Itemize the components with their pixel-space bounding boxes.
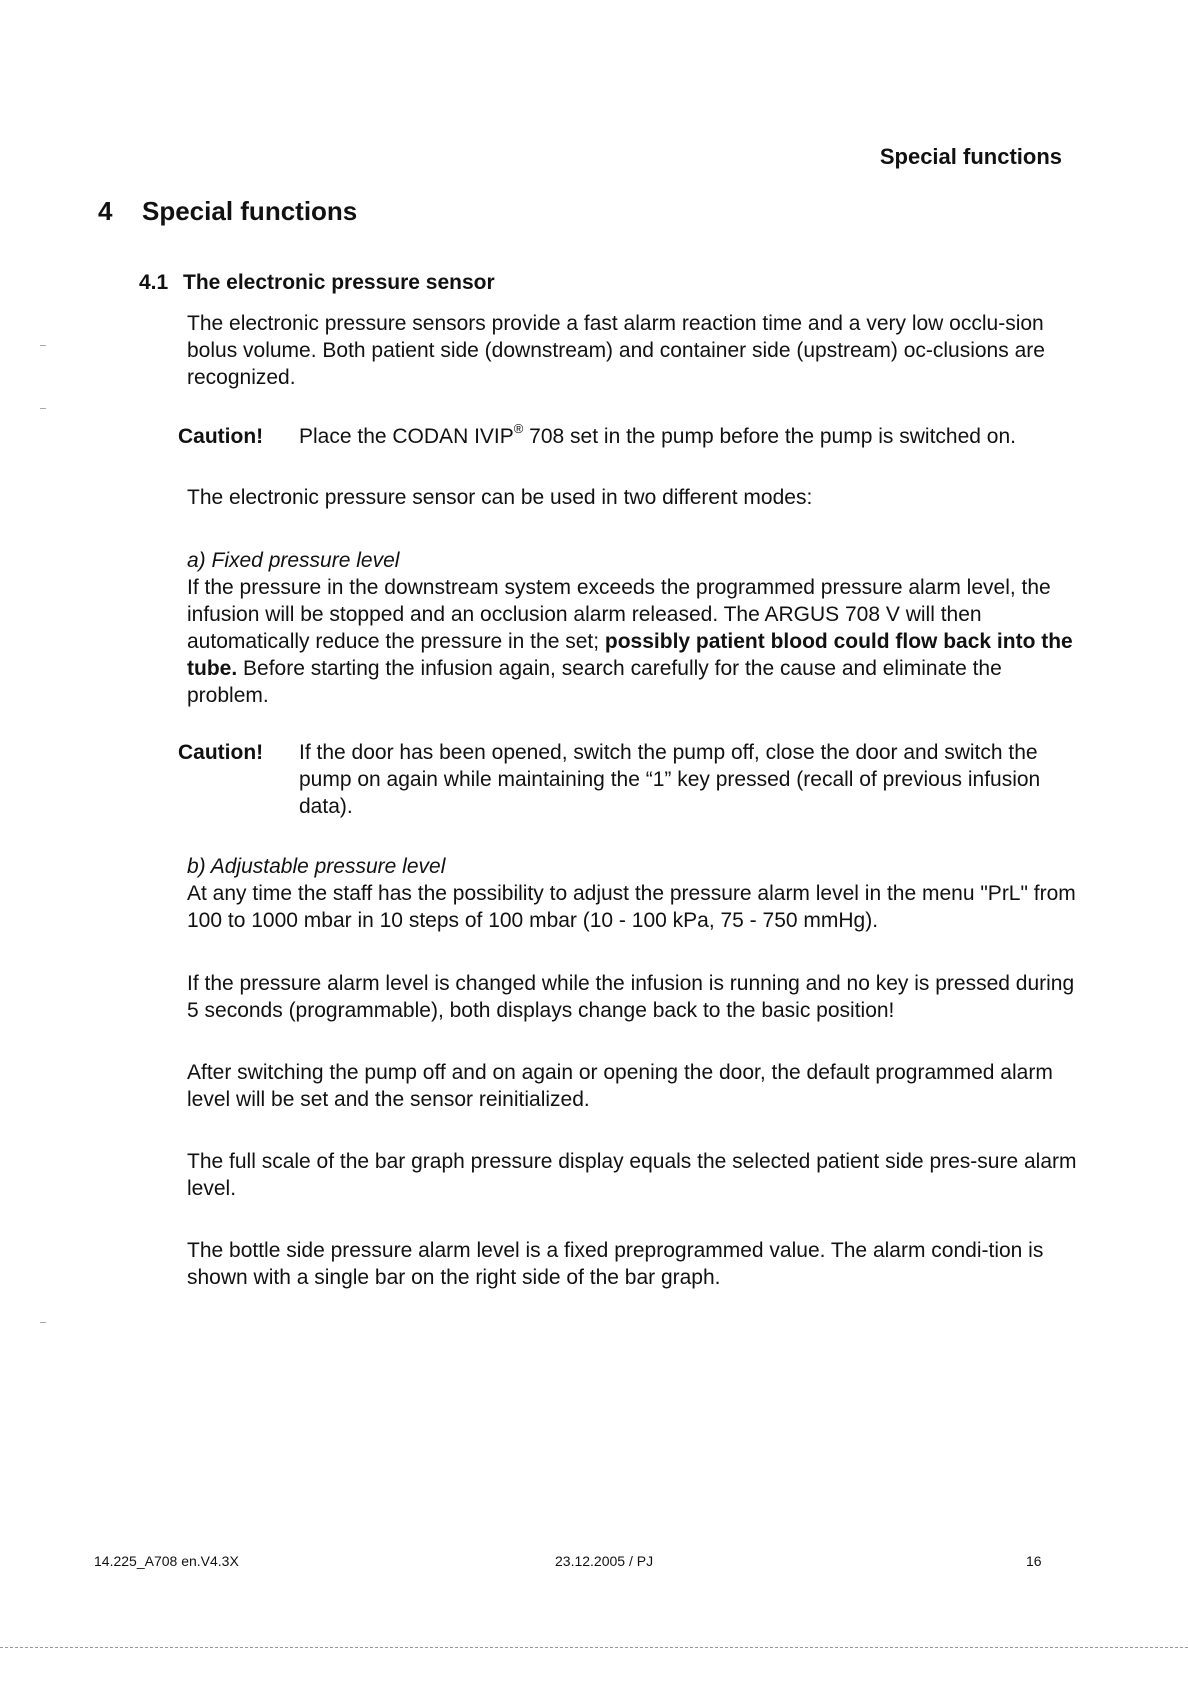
blood-warning: possibly patient blood could flow back into the tube. <box>187 630 1073 680</box>
section-title: The electronic pressure sensor <box>183 271 495 294</box>
scan-edge-line <box>0 1647 1188 1648</box>
intro-paragraph: The electronic pressure sensors provide a fast alarm reaction time and a very low occlu-sion bolus volume. Both patient side (downstream) and container side (upstream) oc-clusions are recognized. <box>187 312 1045 389</box>
reset-paragraph: After switching the pump off and on again or opening the door, the default programmed alarm level will be set and the sensor reinitialized. <box>187 1061 1053 1111</box>
caution-label: Caution! <box>178 425 264 448</box>
page-number: 16 <box>1026 1553 1042 1569</box>
caution-text: Place the CODAN IVIP® 708 set in the pump before the pump is switched on. <box>299 421 1016 448</box>
caution-note-door <box>178 739 1098 820</box>
chapter-heading <box>98 196 357 227</box>
mode-a-title: a) Fixed pressure level <box>187 549 400 572</box>
alarm-change-paragraph: If the pressure alarm level is changed while the infusion is running and no key is pressed during 5 seconds (programmable), both displays change back to the basic position! <box>187 972 1075 1022</box>
chapter-title: Special functions <box>142 196 358 226</box>
section-number: 4.1 <box>139 271 169 294</box>
margin-mark <box>40 345 46 346</box>
section-heading <box>139 271 495 295</box>
mode-a-paragraph: If the pressure in the downstream system exceeds the programmed pressure alarm level, the infusion will be stopped and an occlusion alarm released. The ARGUS 708 V will then automatically reduce the pressure in the set; possibly patient blood could flow back into the tube. Before starting the infusion again, search carefully for the cause and eliminate the problem. <box>187 576 1073 707</box>
chapter-number: 4 <box>98 196 113 226</box>
mode-b-paragraph: At any time the staff has the possibility to adjust the pressure alarm level in the menu "PrL" from 100 to 1000 mbar in 10 steps of 100 mbar (10 - 100 kPa, 75 - 750 mmHg). <box>187 882 1076 932</box>
bottle-side-paragraph: The bottle side pressure alarm level is a fixed preprogrammed value. The alarm condi-tion is shown with a single bar on the right side of the bar graph. <box>187 1239 1044 1289</box>
footer-date: 23.12.2005 / PJ <box>555 1553 654 1569</box>
caution-text: If the door has been opened, switch the pump off, close the door and switch the pump on again while maintaining the “1” key pressed (recall of previous infusion data). <box>299 741 1041 818</box>
bar-graph-scale-paragraph: The full scale of the bar graph pressure display equals the selected patient side pres-sure alarm level. <box>187 1150 1077 1200</box>
caution-note-set <box>178 423 1098 450</box>
registered-mark: ® <box>513 421 524 436</box>
footer-doc-id: 14.225_A708 en.V4.3X <box>94 1553 239 1569</box>
running-header: Special functions <box>879 144 1062 169</box>
margin-mark <box>40 1322 46 1323</box>
margin-mark <box>40 408 46 409</box>
caution-label: Caution! <box>178 741 264 764</box>
modes-intro: The electronic pressure sensor can be used in two different modes: <box>187 486 813 509</box>
mode-b-title: b) Adjustable pressure level <box>187 855 446 878</box>
